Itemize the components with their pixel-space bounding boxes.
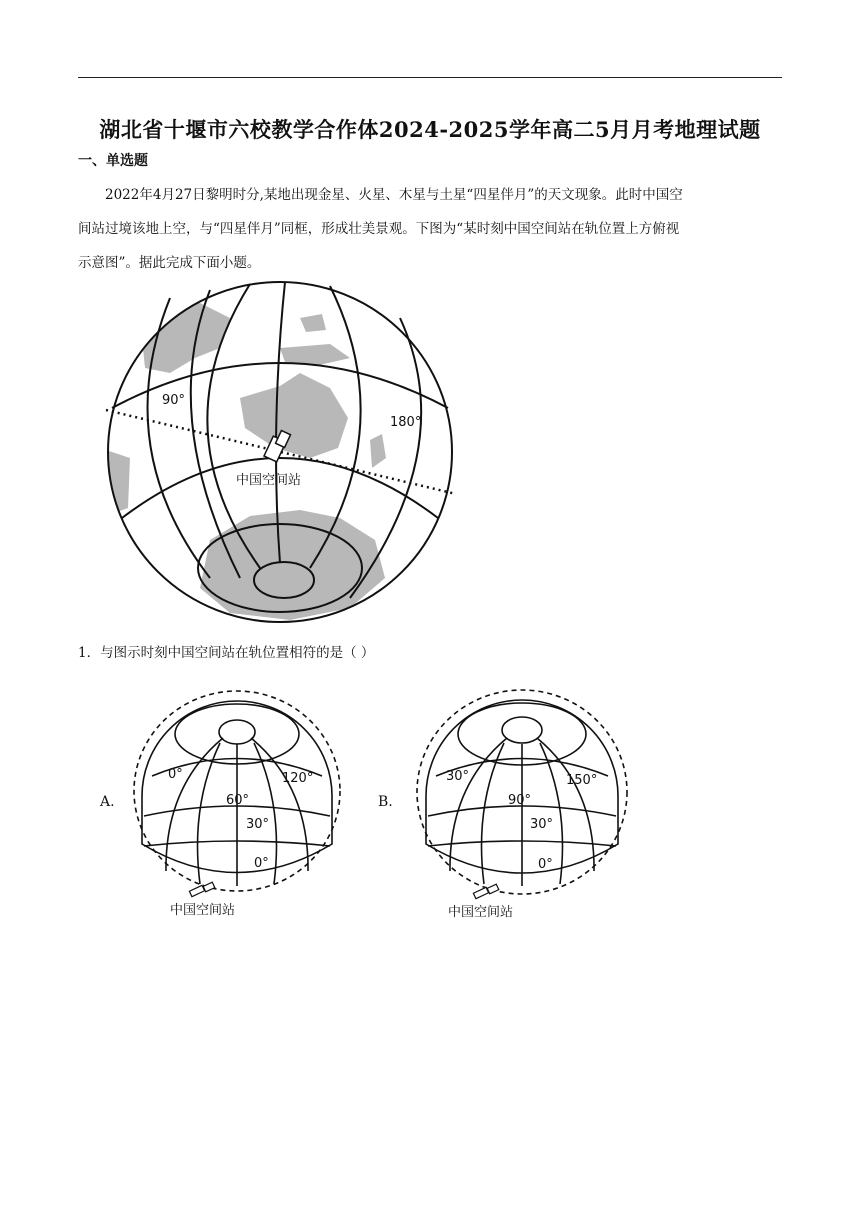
question-stem <box>78 178 784 280</box>
lon-label-120: 120° <box>282 771 314 786</box>
landmass-shapes <box>100 298 386 620</box>
main-globe-figure <box>100 278 460 628</box>
lon-label-0: 0° <box>168 767 183 782</box>
station-label: 中国空间站 <box>448 905 514 920</box>
station-label: 中国空间站 <box>236 473 302 488</box>
lon-label-30: 30° <box>446 769 470 784</box>
lat-label-30: 30° <box>246 817 270 832</box>
lat-label-0: 0° <box>538 857 553 872</box>
lon-label-180: 180° <box>390 415 422 430</box>
option-a-globe[interactable] <box>130 686 345 921</box>
space-station-icon <box>473 884 498 899</box>
station-label: 中国空间站 <box>170 903 236 918</box>
lon-label-60: 60° <box>226 793 250 808</box>
header-rule <box>78 77 782 78</box>
lon-label-90: 90° <box>508 793 532 808</box>
section-heading: 一、单选题 <box>78 153 148 169</box>
option-b-letter[interactable]: B. <box>378 794 393 810</box>
option-a-letter[interactable]: A. <box>100 794 115 810</box>
page-title: 湖北省十堰市六校教学合作体2024-2025学年高二5月月考地理试题 <box>99 117 761 142</box>
option-b-globe[interactable] <box>412 684 632 924</box>
lon-label-150: 150° <box>566 773 598 788</box>
lon-label-90: 90° <box>162 393 186 408</box>
stem-line-1: 2022年4月27日黎明时分,某地出现金星、火星、木星与土星“四星伴月”的天文现象。此时中国空 <box>105 187 683 203</box>
stem-line-3: 示意图”。据此完成下面小题。 <box>78 255 261 271</box>
lat-label-30: 30° <box>530 817 554 832</box>
question-1: 1．与图示时刻中国空间站在轨位置相符的是（ ） <box>78 645 375 661</box>
stem-line-2: 间站过境该地上空，与“四星伴月”同框，形成壮美景观。下图为“某时刻中国空间站在轨位置上方俯视 <box>78 221 680 237</box>
space-station-icon <box>189 882 214 897</box>
lat-label-0: 0° <box>254 856 269 871</box>
